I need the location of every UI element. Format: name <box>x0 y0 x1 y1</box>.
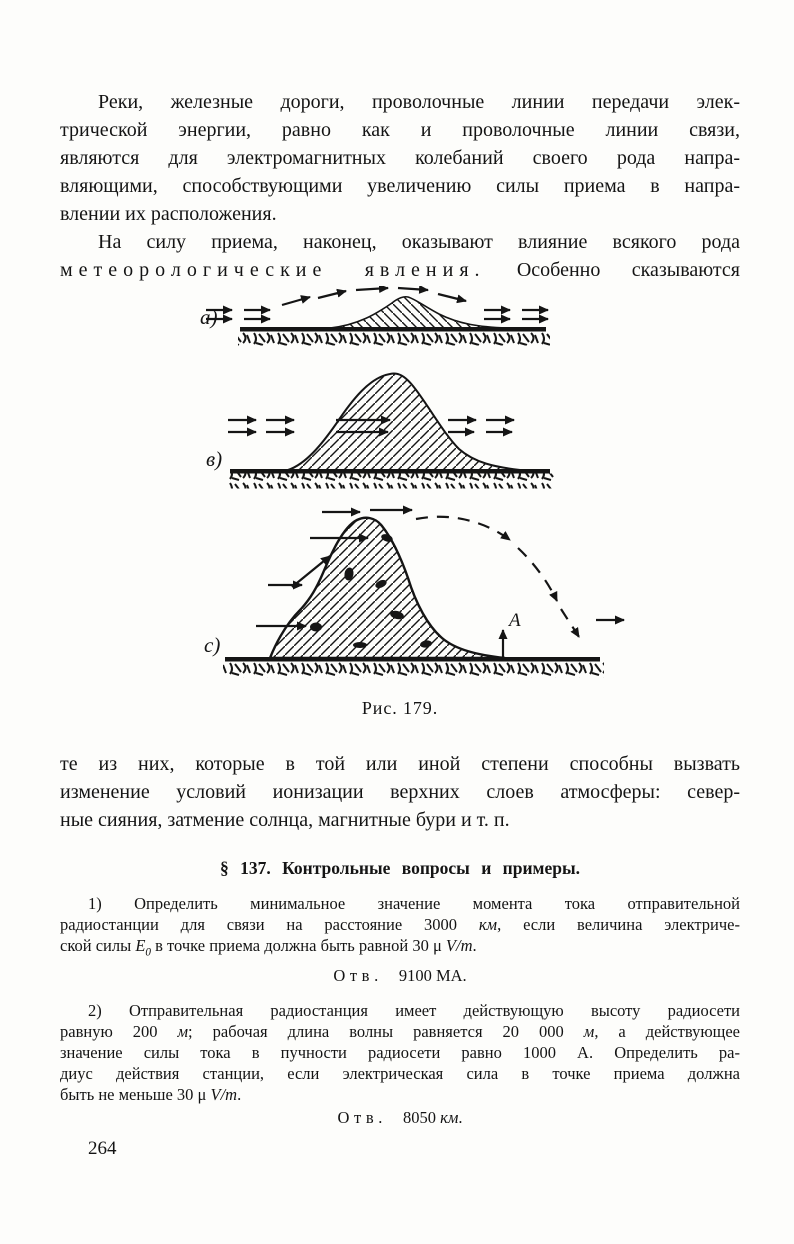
figure-caption: Рис. 179. <box>361 698 439 718</box>
text-segment: , а действующее <box>594 1022 740 1042</box>
answer-2 <box>60 1107 740 1128</box>
ground-line-b <box>230 469 550 474</box>
text-line: ные сияния, затмение солнца, магнитные бури и т. п. <box>60 809 510 831</box>
text-line: те из них, которые в той или иной степени способны вызвать <box>60 753 740 775</box>
figure-179 <box>60 286 740 720</box>
text-line: изменение условий ионизации верхних слоев атмосферы: север- <box>60 781 740 803</box>
page-number: 264 <box>88 1138 117 1160</box>
text-line: 2) Отправительная радиостанция имеет действующую высоту радиосети <box>88 1001 740 1021</box>
text-line: диус действия станции, если электрическая сила в точке приема должна <box>60 1064 740 1084</box>
text-line <box>60 914 740 935</box>
antenna-label: А <box>509 610 521 631</box>
unit-km: км <box>478 915 498 934</box>
ground-line-c <box>225 657 600 662</box>
answer-label: Отв. <box>333 966 383 986</box>
hill-b <box>288 374 520 471</box>
diagram-label-a: а) <box>200 305 218 329</box>
text-line: являются для электромагнитных колебаний своего рода напра- <box>60 147 740 169</box>
diagram-a <box>200 288 550 346</box>
diagram-c <box>204 510 624 678</box>
text-line: влении их расположения. <box>60 203 277 225</box>
text-segment: быть не меньше 30 μ <box>60 1085 211 1105</box>
hill-a <box>330 297 507 328</box>
answer-value: 9100 МА. <box>398 966 467 986</box>
text-segment: Особенно сказываются <box>485 259 740 281</box>
text-line: трической энергии, равно как и проволочные линии связи, <box>60 119 740 141</box>
section-heading: § 137. Контрольные вопросы и примеры. <box>219 858 581 878</box>
ground-texture-c <box>223 662 604 678</box>
paragraph-3 <box>60 750 740 834</box>
text-line <box>60 935 740 963</box>
figure-179-drawing <box>60 286 740 684</box>
diagram-label-b: в) <box>206 447 223 471</box>
text-segment: . <box>472 936 477 955</box>
antenna-icon <box>503 610 521 660</box>
problem-2 <box>60 1000 740 1105</box>
unit-vm: V/m <box>210 1085 238 1105</box>
text-line: значение силы тока в пучности радиосети равно 1000 А. Определить ра- <box>60 1043 740 1063</box>
text-line <box>60 1084 740 1105</box>
text-segment: . <box>237 1085 242 1105</box>
unit-vm: V/m <box>445 936 473 955</box>
unit-m: м <box>177 1022 189 1042</box>
text-segment: радиостанции для связи на расстояние 3000 <box>60 915 479 934</box>
paragraph-1 <box>60 88 740 228</box>
text-segment: , если величина электриче- <box>497 915 740 934</box>
ground-texture-a <box>238 332 550 346</box>
text-line: вляющими, способствующими увеличению силы приема в напра- <box>60 175 740 197</box>
diagram-b <box>206 374 554 489</box>
problem-1 <box>60 893 740 963</box>
ground-line-a <box>240 327 546 332</box>
text-line <box>60 1021 740 1042</box>
text-segment: ской силы <box>60 936 136 955</box>
unit-km: км <box>440 1108 459 1128</box>
unit-m: м <box>583 1022 595 1042</box>
text-line <box>60 256 740 284</box>
text-line: 1) Определить минимальное значение момента тока отправительной <box>88 894 740 913</box>
answer-1 <box>60 965 740 986</box>
symbol-E0: $E_0$ <box>135 936 152 959</box>
diagram-label-c: с) <box>204 633 221 657</box>
emphasized-spaced-text: метеорологические явления. <box>60 259 486 281</box>
text-line: Реки, железные дороги, проволочные линии передачи элек- <box>98 91 740 113</box>
answer-value: 8050 км. <box>403 1108 463 1128</box>
text-segment: ; рабочая длина волны равняется 20 000 <box>188 1022 584 1042</box>
text-segment: в точке приема должна быть равной 30 μ <box>151 936 446 955</box>
ground-texture-b <box>228 474 554 489</box>
paragraph-2 <box>60 228 740 284</box>
answer-label: Отв. <box>337 1108 388 1128</box>
text-line: На силу приема, наконец, оказывают влияние всякого рода <box>98 231 740 253</box>
text-segment: равную 200 <box>60 1022 178 1042</box>
